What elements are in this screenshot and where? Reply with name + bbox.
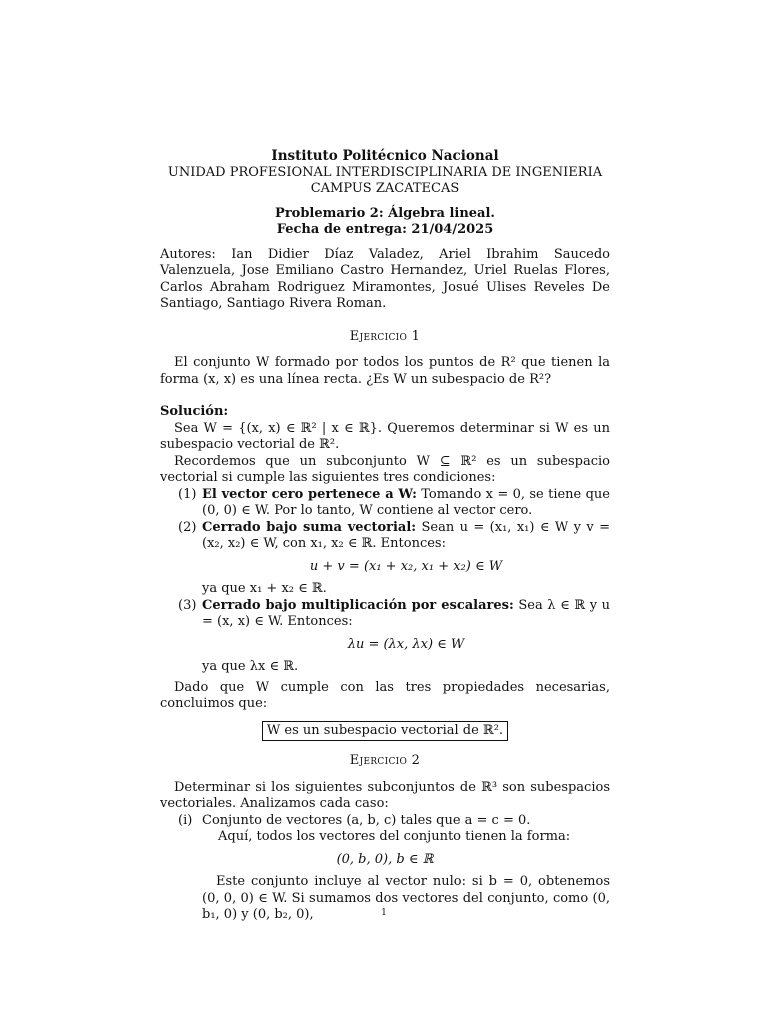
unit-name: UNIDAD PROFESIONAL INTERDISCIPLINARIA DE INGENIERIA (167, 164, 603, 180)
condition-1 (160, 487, 610, 520)
case-i (160, 813, 610, 830)
due-date: Fecha de entrega: 21/04/2025 (276, 222, 494, 237)
document-page (160, 148, 610, 924)
solution-intro: Sea W = {(x, x) ∈ ℝ² | x ∈ ℝ}. Queremos determinar si W es un subespacio vectorial de ℝ². (160, 420, 610, 452)
exercise-1-statement: El conjunto W formado por todos los puntos de R² que tienen la forma (x, x) es una línea recta. ¿Es W un subespacio de R²? (160, 355, 610, 387)
condition-3 (160, 598, 610, 676)
case-i-form-intro: Aquí, todos los vectores del conjunto tienen la forma: (218, 829, 571, 844)
condition-1-text: Tomando x = 0, se tiene que (0, 0) ∈ W. Por lo tanto, W contiene al vector cero. (202, 486, 610, 518)
case-i-number: (i) (178, 812, 193, 828)
condition-1-title: El vector cero pertenece a W: (202, 486, 417, 502)
condition-3-number: (3) (178, 597, 197, 613)
institution-name: Instituto Politécnico Nacional (271, 148, 499, 164)
campus-name: CAMPUS ZACATECAS (310, 181, 460, 196)
condition-2-after: ya que x₁ + x₂ ∈ ℝ. (202, 581, 327, 596)
condition-2-text: Sean u = (x₁, x₁) ∈ W y v = (x₂, x₂) ∈ W, con x₁, x₂ ∈ ℝ. Entonces: (202, 519, 611, 551)
conclusion-box: W es un subespacio vectorial de ℝ². (262, 721, 508, 742)
page-number: 1 (381, 908, 387, 918)
exercise-2-statement: Determinar si los siguientes subconjuntos de ℝ³ son subespacios vectoriales. Analizamos cada caso: (160, 779, 610, 811)
condition-2-title: Cerrado bajo suma vectorial: (202, 519, 417, 535)
exercise-1-heading: Ejercicio 1 (349, 328, 421, 344)
condition-3-equation: λu = (λx, λx) ∈ W (347, 636, 465, 652)
case-i-text: Conjunto de vectores (a, b, c) tales que a = c = 0. (202, 812, 531, 828)
exercise-2-heading: Ejercicio 2 (349, 753, 421, 768)
condition-3-text: Sea λ ∈ ℝ y u = (x, x) ∈ W. Entonces: (202, 597, 610, 629)
condition-3-title: Cerrado bajo multiplicación por escalares: (202, 597, 514, 613)
solution-label: Solución: (160, 404, 229, 419)
condition-3-after: ya que λx ∈ ℝ. (202, 659, 299, 674)
case-i-equation: (0, b, 0), b ∈ ℝ (336, 851, 434, 867)
subspace-conditions-intro: Recordemos que un subconjunto W ⊆ ℝ² es un subespacio vectorial si cumple las siguientes tres condiciones: (160, 453, 610, 485)
conclusion-box-wrap (160, 721, 610, 742)
conclusion-intro: Dado que W cumple con las tres propiedades necesarias, concluimos que: (160, 679, 610, 711)
condition-2-number: (2) (178, 519, 197, 535)
document-title: Problemario 2: Álgebra lineal. (275, 205, 495, 221)
case-i-continuation: Este conjunto incluye al vector nulo: si b = 0, obtenemos (0, 0, 0) ∈ W. Si sumamos dos vectores del conjunto, como (0, b₁, 0) y (0, b₂, 0), (202, 874, 610, 922)
authors-list: Autores: Ian Didier Díaz Valadez, Ariel Ibrahim Saucedo Valenzuela, Jose Emiliano Castro Hernandez, Uriel Ruelas Flores, Carlos Abraham Rodriguez Miramontes, Josué Ulises Reveles De Santiago, Santiago Rivera Roman. (160, 246, 610, 311)
condition-2-equation: u + v = (x₁ + x₂, x₁ + x₂) ∈ W (309, 558, 503, 574)
condition-1-number: (1) (178, 486, 197, 502)
condition-2 (160, 520, 610, 598)
